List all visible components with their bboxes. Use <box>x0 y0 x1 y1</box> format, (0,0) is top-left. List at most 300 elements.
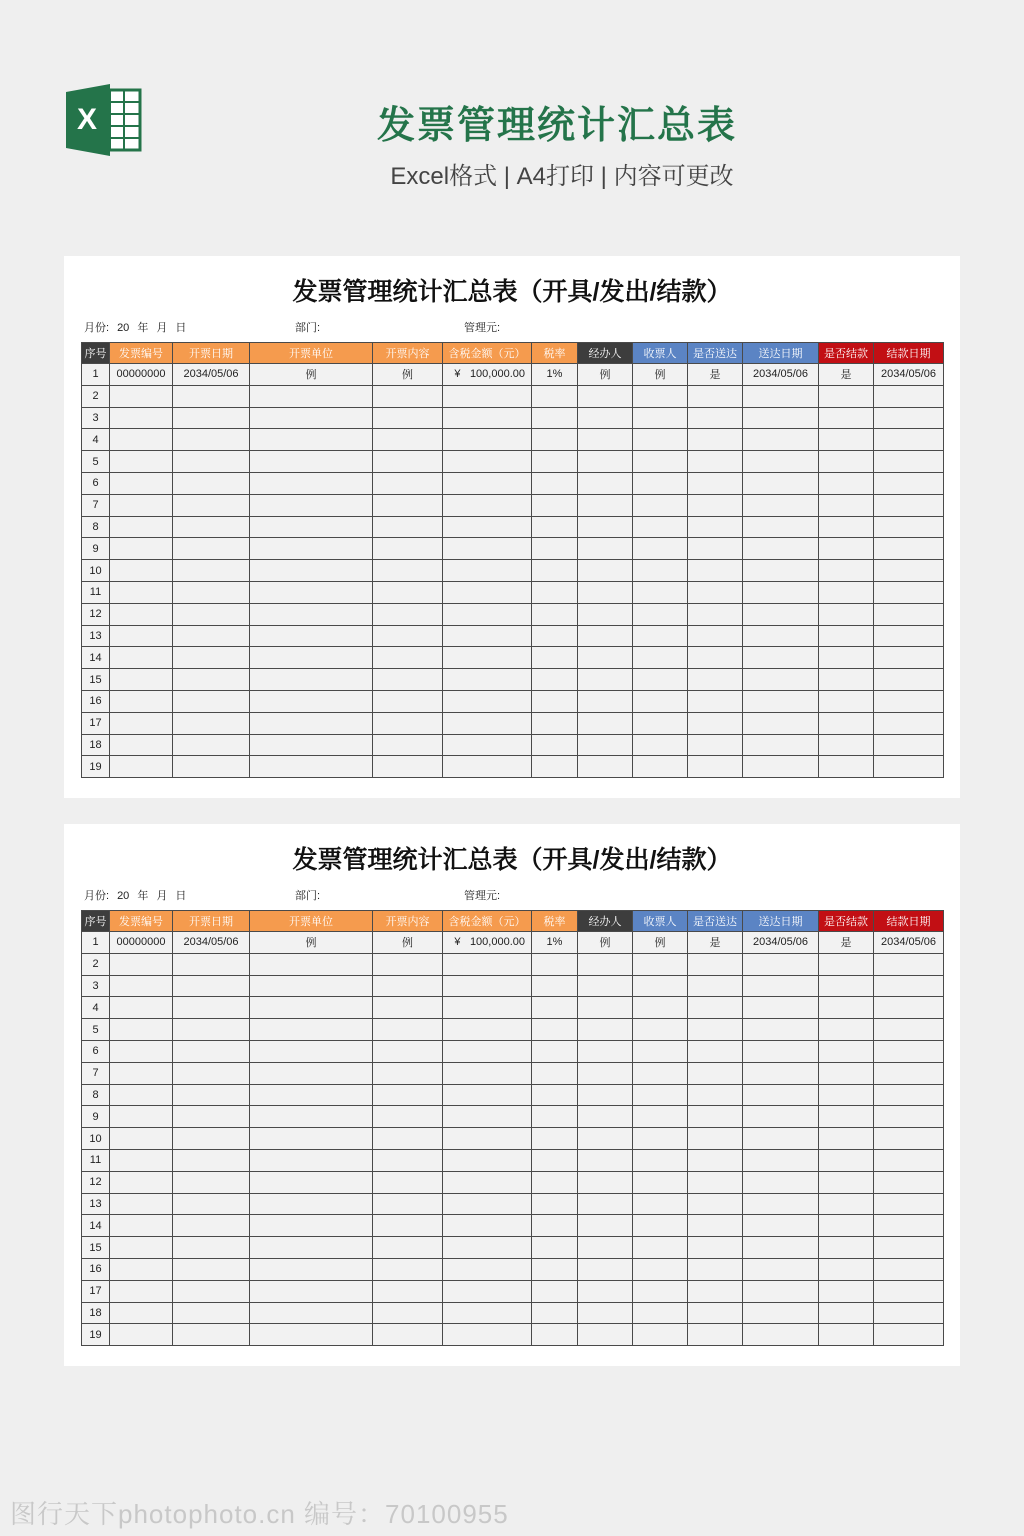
col-settled-cell[interactable] <box>819 1106 874 1128</box>
col-content-cell[interactable] <box>373 1062 443 1084</box>
col-settled-cell[interactable]: 是 <box>819 932 874 954</box>
col-issue-date-cell[interactable] <box>173 1258 250 1280</box>
col-settle-date-cell[interactable] <box>874 712 944 734</box>
col-invoice-no-cell[interactable] <box>110 625 173 647</box>
col-amount-cell[interactable] <box>443 975 532 997</box>
col-invoice-no-cell[interactable] <box>110 953 173 975</box>
col-invoice-no-cell[interactable] <box>110 385 173 407</box>
col-issue-date-cell[interactable] <box>173 1128 250 1150</box>
col-delivery-date-cell[interactable] <box>743 429 819 451</box>
col-content-cell[interactable] <box>373 1040 443 1062</box>
col-settle-date-cell[interactable] <box>874 734 944 756</box>
col-delivery-date-cell[interactable]: 2034/05/06 <box>743 364 819 386</box>
col-index-cell[interactable]: 2 <box>82 385 110 407</box>
col-receiver-cell[interactable] <box>633 1040 688 1062</box>
col-delivered-cell[interactable] <box>688 407 743 429</box>
col-issue-date-cell[interactable] <box>173 581 250 603</box>
col-index-cell[interactable]: 6 <box>82 472 110 494</box>
col-amount-cell[interactable] <box>443 953 532 975</box>
col-settle-date-cell[interactable] <box>874 385 944 407</box>
col-receiver-cell[interactable] <box>633 1084 688 1106</box>
col-settle-date-cell[interactable] <box>874 581 944 603</box>
col-delivery-date-cell[interactable] <box>743 669 819 691</box>
col-invoice-no-cell[interactable] <box>110 756 173 778</box>
col-settle-date-cell[interactable] <box>874 472 944 494</box>
col-delivery-date-cell[interactable] <box>743 1193 819 1215</box>
col-tax-rate-cell[interactable] <box>532 1324 578 1346</box>
col-invoice-no-cell[interactable] <box>110 734 173 756</box>
col-delivery-date-cell[interactable] <box>743 472 819 494</box>
col-index-cell[interactable]: 3 <box>82 975 110 997</box>
col-issuer-cell[interactable] <box>250 385 373 407</box>
col-invoice-no-cell[interactable] <box>110 1258 173 1280</box>
col-settled-cell[interactable] <box>819 1128 874 1150</box>
col-handler-cell[interactable] <box>578 1019 633 1041</box>
col-delivered-cell[interactable] <box>688 756 743 778</box>
col-settle-date-cell[interactable] <box>874 1128 944 1150</box>
col-issue-date-cell[interactable] <box>173 1215 250 1237</box>
col-settle-date-cell[interactable] <box>874 407 944 429</box>
col-handler-cell[interactable] <box>578 472 633 494</box>
col-handler-cell[interactable] <box>578 669 633 691</box>
col-invoice-no-cell[interactable] <box>110 1084 173 1106</box>
col-settled-cell[interactable] <box>819 1193 874 1215</box>
col-issuer-cell[interactable] <box>250 975 373 997</box>
col-receiver-cell[interactable] <box>633 429 688 451</box>
col-delivered-cell[interactable] <box>688 734 743 756</box>
col-handler-cell[interactable] <box>578 1084 633 1106</box>
col-delivered-cell[interactable] <box>688 625 743 647</box>
col-receiver-cell[interactable] <box>633 647 688 669</box>
col-settled-cell[interactable] <box>819 1062 874 1084</box>
col-tax-rate-cell[interactable] <box>532 385 578 407</box>
col-handler-cell[interactable] <box>578 975 633 997</box>
col-delivery-date-cell[interactable] <box>743 603 819 625</box>
col-index-cell[interactable]: 5 <box>82 451 110 473</box>
col-issue-date-cell[interactable] <box>173 669 250 691</box>
col-handler-cell[interactable] <box>578 734 633 756</box>
col-receiver-cell[interactable] <box>633 407 688 429</box>
col-amount-cell[interactable] <box>443 364 532 386</box>
col-settle-date-cell[interactable] <box>874 494 944 516</box>
col-receiver-cell[interactable]: 例 <box>633 932 688 954</box>
col-amount-cell[interactable] <box>443 690 532 712</box>
col-handler-cell[interactable] <box>578 756 633 778</box>
col-settled-cell[interactable] <box>819 1215 874 1237</box>
col-index-cell[interactable]: 14 <box>82 647 110 669</box>
col-amount-cell[interactable] <box>443 1258 532 1280</box>
col-delivery-date-cell[interactable] <box>743 690 819 712</box>
col-issue-date-cell[interactable] <box>173 975 250 997</box>
col-index-cell[interactable]: 1 <box>82 364 110 386</box>
col-settle-date-cell[interactable] <box>874 1019 944 1041</box>
col-issue-date-cell[interactable] <box>173 1280 250 1302</box>
col-amount-cell[interactable] <box>443 1193 532 1215</box>
col-settled-cell[interactable] <box>819 625 874 647</box>
col-content-cell[interactable] <box>373 1128 443 1150</box>
col-issuer-cell[interactable] <box>250 581 373 603</box>
col-settle-date-cell[interactable] <box>874 1084 944 1106</box>
col-settled-cell[interactable] <box>819 385 874 407</box>
col-index-cell[interactable]: 19 <box>82 756 110 778</box>
col-amount-cell[interactable] <box>443 538 532 560</box>
col-settled-cell[interactable] <box>819 712 874 734</box>
col-tax-rate-cell[interactable] <box>532 451 578 473</box>
col-delivered-cell[interactable] <box>688 997 743 1019</box>
col-delivered-cell[interactable] <box>688 581 743 603</box>
col-delivery-date-cell[interactable] <box>743 1237 819 1259</box>
col-settled-cell[interactable] <box>819 472 874 494</box>
col-delivered-cell[interactable] <box>688 1040 743 1062</box>
col-receiver-cell[interactable] <box>633 1324 688 1346</box>
col-issuer-cell[interactable] <box>250 1193 373 1215</box>
col-content-cell[interactable] <box>373 1149 443 1171</box>
col-delivered-cell[interactable] <box>688 1128 743 1150</box>
col-handler-cell[interactable] <box>578 1237 633 1259</box>
col-tax-rate-cell[interactable]: 1% <box>532 364 578 386</box>
col-issuer-cell[interactable] <box>250 1215 373 1237</box>
col-issue-date-cell[interactable]: 2034/05/06 <box>173 932 250 954</box>
col-invoice-no-cell[interactable] <box>110 603 173 625</box>
col-tax-rate-cell[interactable] <box>532 1280 578 1302</box>
col-settle-date-cell[interactable] <box>874 669 944 691</box>
col-handler-cell[interactable] <box>578 1128 633 1150</box>
col-tax-rate-cell[interactable] <box>532 690 578 712</box>
col-amount-cell[interactable] <box>443 1019 532 1041</box>
col-issuer-cell[interactable] <box>250 647 373 669</box>
col-invoice-no-cell[interactable] <box>110 1106 173 1128</box>
col-tax-rate-cell[interactable] <box>532 1062 578 1084</box>
col-index-cell[interactable]: 8 <box>82 516 110 538</box>
col-handler-cell[interactable] <box>578 1258 633 1280</box>
col-issue-date-cell[interactable] <box>173 516 250 538</box>
col-handler-cell[interactable] <box>578 451 633 473</box>
col-index-cell[interactable]: 17 <box>82 1280 110 1302</box>
col-delivery-date-cell[interactable] <box>743 1040 819 1062</box>
col-issuer-cell[interactable] <box>250 1062 373 1084</box>
col-delivery-date-cell[interactable]: 2034/05/06 <box>743 932 819 954</box>
col-invoice-no-cell[interactable] <box>110 647 173 669</box>
col-issuer-cell[interactable] <box>250 472 373 494</box>
col-receiver-cell[interactable] <box>633 1062 688 1084</box>
col-settled-cell[interactable] <box>819 538 874 560</box>
col-index-cell[interactable]: 9 <box>82 1106 110 1128</box>
col-tax-rate-cell[interactable] <box>532 1084 578 1106</box>
col-delivered-cell[interactable] <box>688 429 743 451</box>
col-content-cell[interactable] <box>373 1324 443 1346</box>
col-content-cell[interactable] <box>373 472 443 494</box>
col-issue-date-cell[interactable] <box>173 1019 250 1041</box>
col-amount-cell[interactable] <box>443 581 532 603</box>
col-settled-cell[interactable] <box>819 1040 874 1062</box>
col-settle-date-cell[interactable] <box>874 1258 944 1280</box>
col-tax-rate-cell[interactable] <box>532 581 578 603</box>
col-issue-date-cell[interactable] <box>173 997 250 1019</box>
col-delivered-cell[interactable] <box>688 1019 743 1041</box>
col-tax-rate-cell[interactable] <box>532 407 578 429</box>
col-index-cell[interactable]: 1 <box>82 932 110 954</box>
col-delivered-cell[interactable] <box>688 1237 743 1259</box>
col-index-cell[interactable]: 10 <box>82 1128 110 1150</box>
col-settled-cell[interactable] <box>819 451 874 473</box>
col-handler-cell[interactable] <box>578 538 633 560</box>
col-tax-rate-cell[interactable]: 1% <box>532 932 578 954</box>
col-issue-date-cell[interactable] <box>173 1062 250 1084</box>
col-tax-rate-cell[interactable] <box>532 538 578 560</box>
col-delivered-cell[interactable] <box>688 1193 743 1215</box>
col-receiver-cell[interactable] <box>633 953 688 975</box>
col-receiver-cell[interactable] <box>633 538 688 560</box>
col-amount-cell[interactable] <box>443 756 532 778</box>
col-content-cell[interactable] <box>373 1084 443 1106</box>
col-handler-cell[interactable] <box>578 690 633 712</box>
col-delivered-cell[interactable] <box>688 451 743 473</box>
col-invoice-no-cell[interactable] <box>110 1171 173 1193</box>
col-content-cell[interactable] <box>373 756 443 778</box>
col-amount-cell[interactable] <box>443 1106 532 1128</box>
col-settled-cell[interactable] <box>819 1280 874 1302</box>
col-invoice-no-cell[interactable] <box>110 581 173 603</box>
col-issuer-cell[interactable] <box>250 712 373 734</box>
col-handler-cell[interactable] <box>578 997 633 1019</box>
col-issuer-cell[interactable] <box>250 1324 373 1346</box>
col-delivery-date-cell[interactable] <box>743 1019 819 1041</box>
col-settle-date-cell[interactable] <box>874 1280 944 1302</box>
col-settled-cell[interactable] <box>819 429 874 451</box>
col-settle-date-cell[interactable] <box>874 756 944 778</box>
col-invoice-no-cell[interactable] <box>110 407 173 429</box>
col-content-cell[interactable] <box>373 975 443 997</box>
col-index-cell[interactable]: 11 <box>82 581 110 603</box>
col-content-cell[interactable] <box>373 1302 443 1324</box>
col-delivered-cell[interactable] <box>688 712 743 734</box>
col-invoice-no-cell[interactable] <box>110 1237 173 1259</box>
col-issuer-cell[interactable]: 例 <box>250 932 373 954</box>
col-issue-date-cell[interactable] <box>173 560 250 582</box>
col-issue-date-cell[interactable] <box>173 429 250 451</box>
col-handler-cell[interactable] <box>578 581 633 603</box>
col-receiver-cell[interactable] <box>633 1193 688 1215</box>
col-index-cell[interactable]: 7 <box>82 1062 110 1084</box>
col-tax-rate-cell[interactable] <box>532 1128 578 1150</box>
col-invoice-no-cell[interactable] <box>110 1193 173 1215</box>
col-invoice-no-cell[interactable]: 00000000 <box>110 932 173 954</box>
col-tax-rate-cell[interactable] <box>532 647 578 669</box>
col-delivered-cell[interactable] <box>688 603 743 625</box>
col-index-cell[interactable]: 16 <box>82 1258 110 1280</box>
col-delivery-date-cell[interactable] <box>743 625 819 647</box>
col-invoice-no-cell[interactable] <box>110 1302 173 1324</box>
col-handler-cell[interactable] <box>578 1215 633 1237</box>
col-settled-cell[interactable] <box>819 1171 874 1193</box>
col-delivery-date-cell[interactable] <box>743 997 819 1019</box>
col-content-cell[interactable] <box>373 1215 443 1237</box>
col-handler-cell[interactable] <box>578 1280 633 1302</box>
col-tax-rate-cell[interactable] <box>532 1302 578 1324</box>
col-amount-cell[interactable] <box>443 516 532 538</box>
col-issue-date-cell[interactable] <box>173 538 250 560</box>
col-amount-cell[interactable] <box>443 1237 532 1259</box>
col-handler-cell[interactable] <box>578 1149 633 1171</box>
col-receiver-cell[interactable] <box>633 1280 688 1302</box>
col-receiver-cell[interactable] <box>633 560 688 582</box>
col-tax-rate-cell[interactable] <box>532 560 578 582</box>
col-delivered-cell[interactable] <box>688 538 743 560</box>
col-issuer-cell[interactable] <box>250 494 373 516</box>
col-content-cell[interactable]: 例 <box>373 364 443 386</box>
col-receiver-cell[interactable] <box>633 1106 688 1128</box>
col-invoice-no-cell[interactable] <box>110 538 173 560</box>
col-issuer-cell[interactable] <box>250 603 373 625</box>
col-receiver-cell[interactable] <box>633 997 688 1019</box>
col-handler-cell[interactable] <box>578 385 633 407</box>
col-amount-cell[interactable] <box>443 494 532 516</box>
col-issuer-cell[interactable] <box>250 1040 373 1062</box>
col-amount-cell[interactable] <box>443 472 532 494</box>
col-tax-rate-cell[interactable] <box>532 997 578 1019</box>
col-settled-cell[interactable] <box>819 1019 874 1041</box>
col-handler-cell[interactable] <box>578 1040 633 1062</box>
col-issuer-cell[interactable] <box>250 1084 373 1106</box>
col-index-cell[interactable]: 8 <box>82 1084 110 1106</box>
col-content-cell[interactable] <box>373 1193 443 1215</box>
col-settled-cell[interactable] <box>819 516 874 538</box>
col-delivery-date-cell[interactable] <box>743 407 819 429</box>
col-delivered-cell[interactable] <box>688 1084 743 1106</box>
col-receiver-cell[interactable] <box>633 1019 688 1041</box>
col-issue-date-cell[interactable] <box>173 451 250 473</box>
col-issue-date-cell[interactable] <box>173 734 250 756</box>
col-tax-rate-cell[interactable] <box>532 669 578 691</box>
col-receiver-cell[interactable] <box>633 734 688 756</box>
col-handler-cell[interactable] <box>578 494 633 516</box>
col-handler-cell[interactable] <box>578 712 633 734</box>
col-receiver-cell[interactable] <box>633 1215 688 1237</box>
col-index-cell[interactable]: 2 <box>82 953 110 975</box>
col-issuer-cell[interactable] <box>250 451 373 473</box>
col-amount-cell[interactable] <box>443 669 532 691</box>
col-issuer-cell[interactable] <box>250 690 373 712</box>
col-delivered-cell[interactable] <box>688 1258 743 1280</box>
col-settled-cell[interactable] <box>819 1237 874 1259</box>
col-content-cell[interactable] <box>373 560 443 582</box>
col-index-cell[interactable]: 11 <box>82 1149 110 1171</box>
col-content-cell[interactable] <box>373 516 443 538</box>
col-delivery-date-cell[interactable] <box>743 1084 819 1106</box>
col-invoice-no-cell[interactable] <box>110 560 173 582</box>
col-delivered-cell[interactable] <box>688 1215 743 1237</box>
col-delivery-date-cell[interactable] <box>743 516 819 538</box>
col-settle-date-cell[interactable] <box>874 451 944 473</box>
col-content-cell[interactable] <box>373 603 443 625</box>
col-issuer-cell[interactable] <box>250 997 373 1019</box>
col-index-cell[interactable]: 7 <box>82 494 110 516</box>
col-tax-rate-cell[interactable] <box>532 1019 578 1041</box>
col-index-cell[interactable]: 4 <box>82 429 110 451</box>
col-delivery-date-cell[interactable] <box>743 494 819 516</box>
col-settle-date-cell[interactable] <box>874 1106 944 1128</box>
col-delivered-cell[interactable]: 是 <box>688 932 743 954</box>
col-receiver-cell[interactable] <box>633 756 688 778</box>
col-receiver-cell[interactable] <box>633 625 688 647</box>
col-issuer-cell[interactable] <box>250 407 373 429</box>
col-issue-date-cell[interactable] <box>173 690 250 712</box>
col-issue-date-cell[interactable] <box>173 1084 250 1106</box>
col-amount-cell[interactable] <box>443 385 532 407</box>
col-content-cell[interactable] <box>373 997 443 1019</box>
col-issuer-cell[interactable] <box>250 625 373 647</box>
col-delivery-date-cell[interactable] <box>743 538 819 560</box>
col-invoice-no-cell[interactable] <box>110 975 173 997</box>
col-issue-date-cell[interactable] <box>173 1302 250 1324</box>
col-settle-date-cell[interactable] <box>874 975 944 997</box>
col-receiver-cell[interactable] <box>633 451 688 473</box>
col-delivery-date-cell[interactable] <box>743 734 819 756</box>
col-invoice-no-cell[interactable] <box>110 712 173 734</box>
col-settle-date-cell[interactable] <box>874 1040 944 1062</box>
col-handler-cell[interactable] <box>578 1106 633 1128</box>
col-tax-rate-cell[interactable] <box>532 712 578 734</box>
col-content-cell[interactable] <box>373 1106 443 1128</box>
col-index-cell[interactable]: 12 <box>82 603 110 625</box>
col-tax-rate-cell[interactable] <box>532 734 578 756</box>
col-tax-rate-cell[interactable] <box>532 953 578 975</box>
col-delivered-cell[interactable] <box>688 516 743 538</box>
col-invoice-no-cell[interactable] <box>110 1040 173 1062</box>
col-settled-cell[interactable] <box>819 1302 874 1324</box>
col-handler-cell[interactable] <box>578 625 633 647</box>
col-receiver-cell[interactable] <box>633 669 688 691</box>
col-delivery-date-cell[interactable] <box>743 712 819 734</box>
col-content-cell[interactable] <box>373 538 443 560</box>
col-delivery-date-cell[interactable] <box>743 1280 819 1302</box>
col-delivered-cell[interactable] <box>688 1171 743 1193</box>
col-delivered-cell[interactable] <box>688 1149 743 1171</box>
col-delivered-cell[interactable] <box>688 975 743 997</box>
col-settle-date-cell[interactable] <box>874 625 944 647</box>
col-delivery-date-cell[interactable] <box>743 953 819 975</box>
col-amount-cell[interactable] <box>443 647 532 669</box>
col-index-cell[interactable]: 3 <box>82 407 110 429</box>
col-delivered-cell[interactable] <box>688 1324 743 1346</box>
col-issue-date-cell[interactable] <box>173 1324 250 1346</box>
col-invoice-no-cell[interactable] <box>110 429 173 451</box>
col-issue-date-cell[interactable] <box>173 407 250 429</box>
col-handler-cell[interactable] <box>578 560 633 582</box>
col-settle-date-cell[interactable] <box>874 1062 944 1084</box>
col-invoice-no-cell[interactable] <box>110 1280 173 1302</box>
col-handler-cell[interactable]: 例 <box>578 932 633 954</box>
col-issue-date-cell[interactable]: 2034/05/06 <box>173 364 250 386</box>
col-amount-cell[interactable] <box>443 1128 532 1150</box>
col-settle-date-cell[interactable] <box>874 538 944 560</box>
col-content-cell[interactable] <box>373 407 443 429</box>
col-index-cell[interactable]: 14 <box>82 1215 110 1237</box>
col-delivery-date-cell[interactable] <box>743 560 819 582</box>
col-issuer-cell[interactable] <box>250 1019 373 1041</box>
col-issue-date-cell[interactable] <box>173 1237 250 1259</box>
col-content-cell[interactable] <box>373 1258 443 1280</box>
col-settle-date-cell[interactable]: 2034/05/06 <box>874 364 944 386</box>
col-handler-cell[interactable] <box>578 429 633 451</box>
col-issue-date-cell[interactable] <box>173 1193 250 1215</box>
col-invoice-no-cell[interactable] <box>110 690 173 712</box>
col-tax-rate-cell[interactable] <box>532 516 578 538</box>
col-tax-rate-cell[interactable] <box>532 1040 578 1062</box>
col-settled-cell[interactable] <box>819 407 874 429</box>
col-content-cell[interactable] <box>373 1171 443 1193</box>
col-settle-date-cell[interactable] <box>874 1193 944 1215</box>
